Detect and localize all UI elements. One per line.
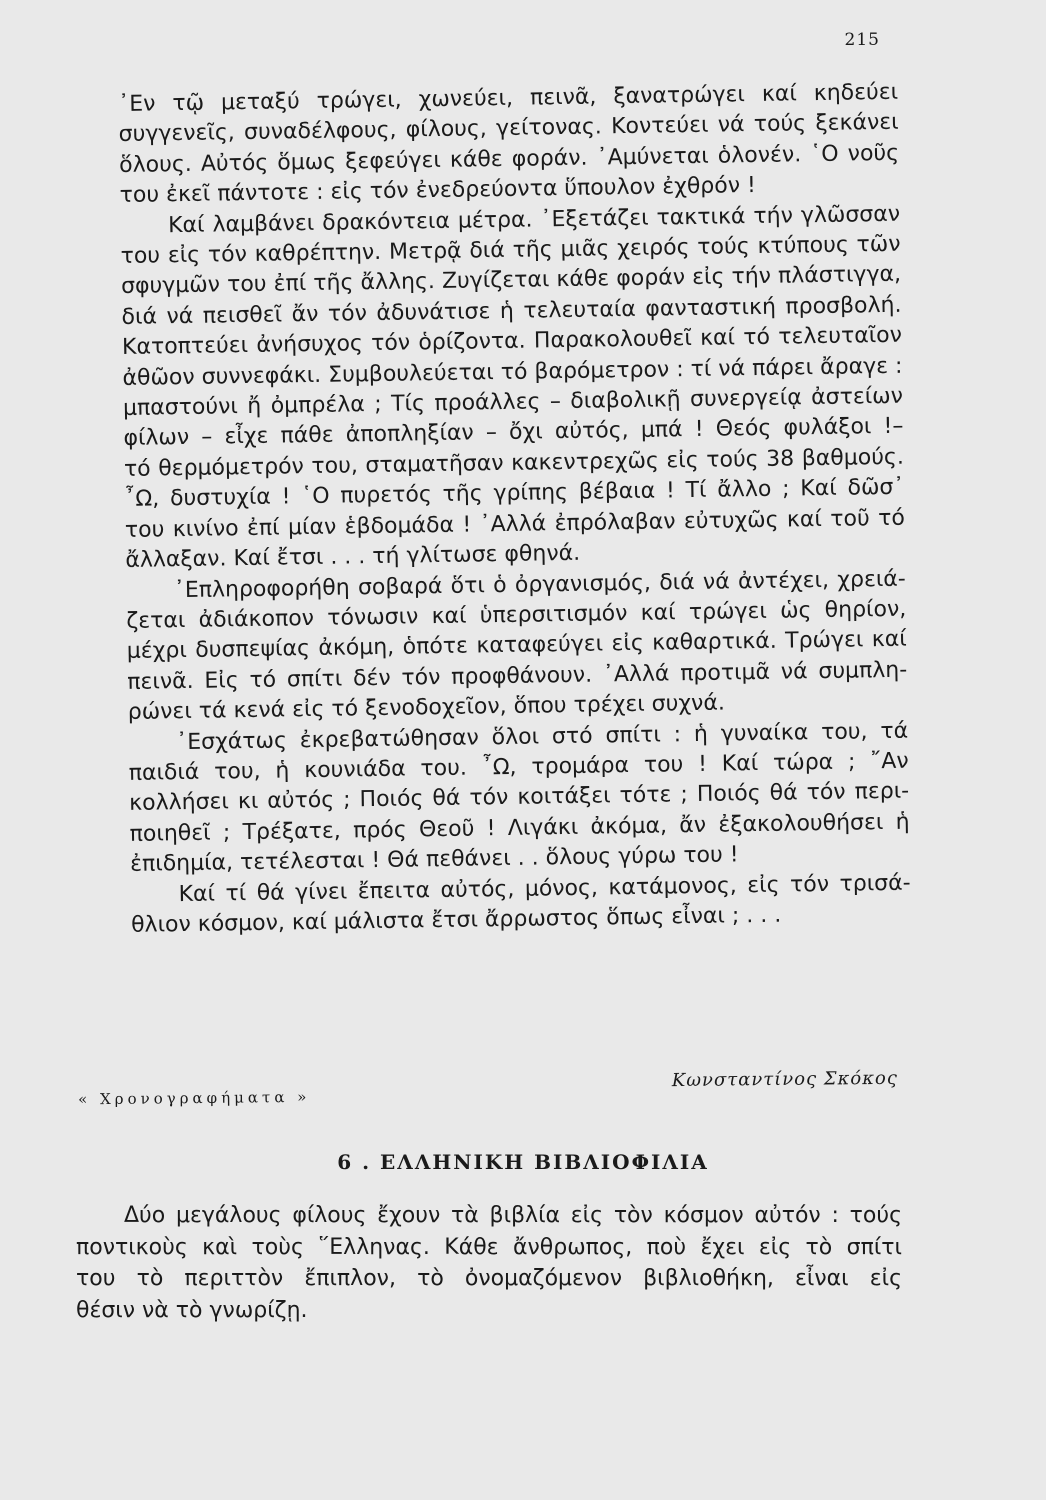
attribution (78, 1068, 898, 1107)
text-line: ποντικοὺς καὶ τοὺς ῞Ελληνας. Κάθε ἄνθρωπος, ποὺ ἔχει εἰς τὸ σπίτι (76, 1234, 902, 1260)
text-line: ρώνει τά κενά εἰς τό ξενοδοχεῖον, ὅπου τρέχει συχνά. (127, 690, 726, 726)
text-line: ζεται ἀδιάκοπον τόνωσιν καί ὑπερσιτισμόν καί τρώγει ὡς θηρίον, (126, 596, 907, 634)
source-title: « Χρονογραφήματα » (78, 1087, 311, 1109)
text-line: ἀθῶον συννεφάκι. Συμβουλεύεται τό βαρόμετρον : τί νά πάρει ἄραγε : (122, 353, 903, 391)
page-number: 215 (844, 30, 880, 50)
text-line: πεινᾶ. Εἰς τό σπίτι δέν τόν προφθάνουν. ᾿Αλλά προτιμᾶ νά συμπλη- (127, 657, 908, 695)
text-line: ᾿Επληροφορήθη σοβαρά ὅτι ὁ ὀργανισμός, διά νά ἀντέχει, χρειά- (173, 566, 906, 603)
text-line: ἄλλαξαν. Καί ἔτσι . . . τή γλίτωσε φθηνά. (125, 540, 581, 574)
author-name: Κωνσταντίνος Σκόκος (671, 1067, 899, 1092)
section-heading: 6 . ΕΛΛΗΝΙΚΗ ΒΙΒΛΙΟΦΙΛΙΑ (337, 1150, 709, 1174)
text-line: ᾿Εσχάτως ἐκρεβατώθησαν ὅλοι στό σπίτι : ἡ γυναίκα του, τά (176, 718, 909, 755)
text-line: Κατοπτεύει ἀνήσυχος τόν ὁρίζοντα. Παρακολουθεῖ καί τό τελευταῖον (121, 322, 903, 361)
text-line: Καί τί θά γίνει ἔπειτα αὐτός, μόνος, κατάμονος, εἰς τόν τρισά- (178, 870, 911, 907)
text-line: μπαστούνι ἤ ὀμπρέλα ; Τίς προάλλες – διαβολικῇ συνεργείᾳ ἀστείων (122, 383, 904, 422)
text-line: τό θερμόμετρόν του, σταματῆσαν κακεντρεχῶς εἰς τούς 38 βαθμούς. (123, 444, 905, 482)
text-line: φίλων – εἶχε πάθε ἀποπληξίαν – ὄχι αὐτός, μπά ! Θεός φυλάξοι !– (123, 414, 904, 452)
text-line: θέσιν νὰ τὸ γνωρίζῃ. (76, 1297, 308, 1323)
text-line: ῏Ω, δυστυχία ! ῾Ο πυρετός τῆς γρίπης βέβαια ! Τί ἄλλο ; Καί δῶσ᾿ (124, 474, 905, 513)
text-line: ποιηθεῖ ; Τρέξατε, πρός Θεοῦ ! Λιγάκι ἀκόμα, ἄν ἐξακολουθήσει ἡ (129, 809, 910, 847)
text-line: ὅλους. Αὐτός ὅμως ξεφεύγει κάθε φοράν. ᾿Αμύνεται ὁλονέν. ῾Ο νοῦς (118, 140, 900, 178)
text-line: Δύο μεγάλους φίλους ἔχουν τὰ βιβλία εἰς τὸν κόσμον αὐτόν : τούς (124, 1203, 902, 1228)
text-line: του ἐκεῖ πάντοτε : εἰς τόν ἐνεδρεύοντα ὕπουλον ἐχθρόν ! (119, 173, 757, 209)
text-line: του κινίνο ἐπί μίαν ἑβδομάδα ! ᾿Αλλά ἐπρόλαβαν εὐτυχῶς καί τοῦ τό (124, 505, 906, 543)
text-line: του εἰς τόν καθρέπτην. Μετρᾷ διά τῆς μιᾶς χειρός τούς κτύπους τῶν (120, 231, 901, 270)
essay-text (118, 78, 911, 942)
text-line: διά νά πεισθεῖ ἄν τόν ἀδυνάτισε ἡ τελευταία φανταστική προσβολή. (121, 292, 902, 330)
text-line: Καί λαμβάνει δρακόντεια μέτρα. ᾿Εξετάζει τακτικά τήν γλῶσσαν (167, 201, 901, 238)
text-line: του τὸ περιττὸν ἔπιπλον, τὸ ὀνομαζόμενον βιβλιοθήκη, εἶναι εἰς (76, 1266, 902, 1291)
text-line: μέχρι δυσπεψίας ἀκόμη, ὁπότε καταφεύγει εἰς καθαρτικά. Τρώγει καί (126, 626, 907, 665)
text-line: παιδιά του, ἡ κουνιάδα του. ῏Ω, τρομάρα του ! Καί τώρα ; ῎Αν (128, 748, 909, 786)
text-line: ἐπιδημία, τετέλεσται ! Θά πεθάνει . . ὅλους γύρω του ! (129, 842, 739, 878)
text-line: κολλήσει κι αὐτός ; Ποιός θά τόν κοιτάξει τότε ; Ποιός θά τόν περι- (129, 779, 910, 817)
section-text (76, 1200, 902, 1326)
text-line: ᾿Εν τῷ μεταξύ τρώγει, χωνεύει, πεινᾶ, ξανατρώγει καί κηδεύει (118, 79, 899, 117)
text-line: συγγενεῖς, συναδέλφους, φίλους, γείτονας. Κοντεύει νά τούς ξεκάνει (118, 110, 899, 148)
text-line: σφυγμῶν του ἐπί τῆς ἄλλης. Ζυγίζεται κάθε φοράν εἰς τήν πλάστιγγα, (120, 262, 902, 300)
text-line: θλιον κόσμον, καί μάλιστα ἔτσι ἄρρωστος ὅπως εἶναι ; . . . (130, 902, 782, 938)
